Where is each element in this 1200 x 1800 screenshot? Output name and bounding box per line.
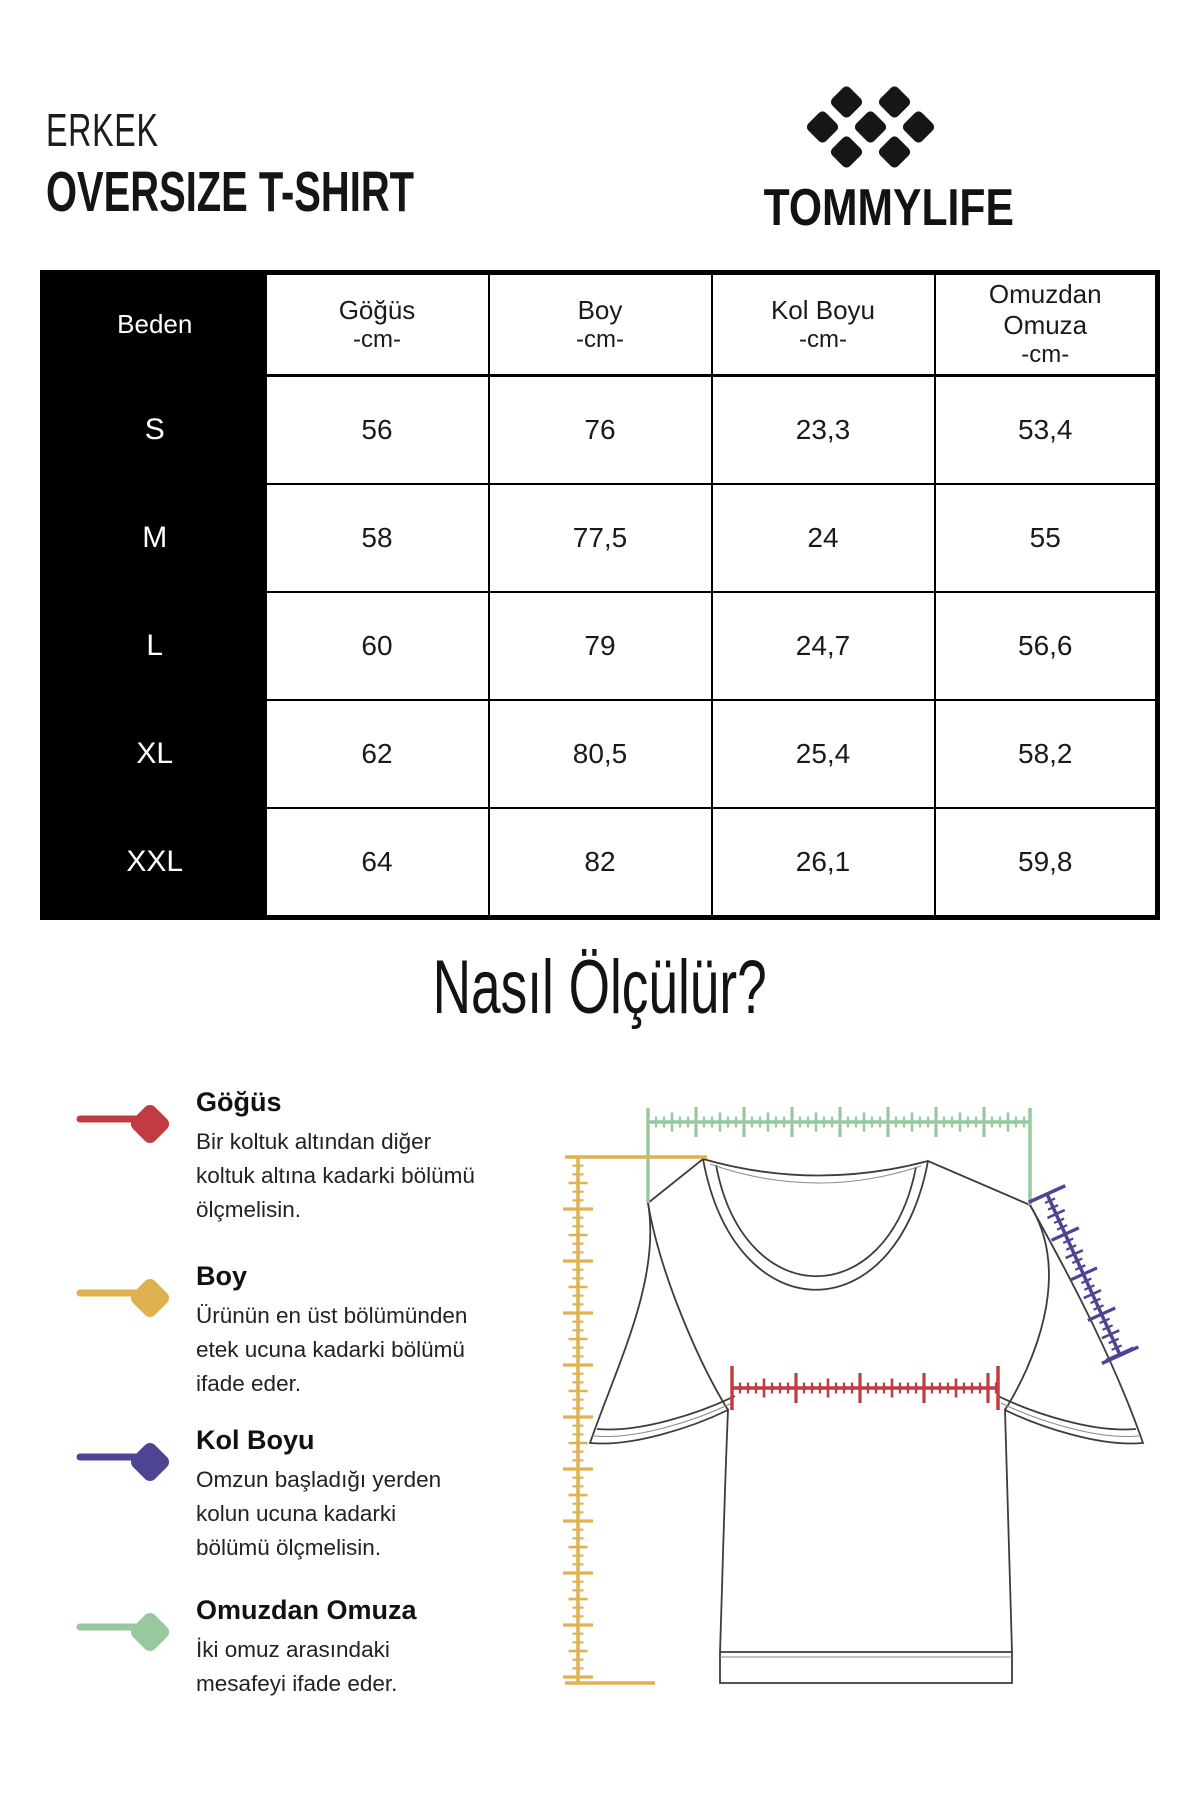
product-title: OVERSIZE T-SHIRT xyxy=(46,160,415,225)
gogus-marker-icon xyxy=(74,1086,180,1158)
brand-name: TOMMYLIFE xyxy=(763,179,1014,237)
cell-value: 79 xyxy=(489,592,712,700)
cell-value: 55 xyxy=(935,484,1158,592)
col-header-kol-boyu: Kol Boyu -cm- xyxy=(712,273,935,376)
table-header-row xyxy=(43,273,1158,376)
cell-value: 62 xyxy=(266,700,489,808)
cell-value: 56 xyxy=(266,376,489,485)
legend-name: Boy xyxy=(196,1261,248,1291)
section-title: Nasıl Ölçülür? xyxy=(432,945,768,1030)
cell-value: 24 xyxy=(712,484,935,592)
size-label: M xyxy=(43,484,266,592)
cell-value: 25,4 xyxy=(712,700,935,808)
cell-value: 80,5 xyxy=(489,700,712,808)
legend-description: Ürünün en üst bölümünden etek ucuna kadarki bölümü ifade eder. xyxy=(196,1303,468,1396)
size-label: XXL xyxy=(43,808,266,918)
cell-value: 77,5 xyxy=(489,484,712,592)
cell-value: 58 xyxy=(266,484,489,592)
col-header-gogus: Göğüs -cm- xyxy=(266,273,489,376)
kol-boyu-marker-icon xyxy=(74,1424,180,1496)
col-header-boy: Boy -cm- xyxy=(489,273,712,376)
omuzdan-omuza-marker-icon xyxy=(74,1594,180,1666)
legend-description: Bir koltuk altından diğer koltuk altına kadarki bölümü ölçmelisin. xyxy=(196,1129,475,1222)
cell-value: 26,1 xyxy=(712,808,935,918)
legend-item-omuzdan-omuza xyxy=(74,1594,448,1701)
cell-value: 58,2 xyxy=(935,700,1158,808)
col-header-omuzdan-omuza: Omuzdan Omuza -cm- xyxy=(935,273,1158,376)
size-label: S xyxy=(43,376,266,485)
legend-name: Kol Boyu xyxy=(196,1425,315,1455)
back-neck-line xyxy=(703,1159,928,1176)
legend-description: Omzun başladığı yerden kolun ucuna kadarki bölümü ölçmelisin. xyxy=(196,1467,442,1560)
legend-name: Göğüs xyxy=(196,1087,282,1117)
cell-value: 53,4 xyxy=(935,376,1158,485)
cell-value: 23,3 xyxy=(712,376,935,485)
boy-marker-icon xyxy=(74,1260,180,1332)
legend-name: Omuzdan Omuza xyxy=(196,1595,417,1625)
category-title: ERKEK xyxy=(46,104,159,156)
back-neck-line-2 xyxy=(710,1164,921,1183)
brand-diamonds-icon xyxy=(805,84,937,170)
table-row-l xyxy=(43,592,1158,700)
cell-value: 76 xyxy=(489,376,712,485)
cell-value: 59,8 xyxy=(935,808,1158,918)
size-label: L xyxy=(43,592,266,700)
legend-item-kol-boyu xyxy=(74,1424,448,1565)
legend-description: İki omuz arasındaki mesafeyi ifade eder. xyxy=(196,1637,398,1697)
legend-item-boy xyxy=(74,1260,496,1401)
corner-header: Beden xyxy=(43,273,266,376)
size-label: XL xyxy=(43,700,266,808)
page-title-block xyxy=(46,106,572,226)
cell-value: 60 xyxy=(266,592,489,700)
table-row-s xyxy=(43,376,1158,485)
legend-item-gogus xyxy=(74,1086,496,1227)
brand-logo xyxy=(740,84,1014,238)
size-table xyxy=(40,270,1160,920)
table-row-xxl xyxy=(43,808,1158,918)
cell-value: 64 xyxy=(266,808,489,918)
table-row-m xyxy=(43,484,1158,592)
table-row-xl xyxy=(43,700,1158,808)
cell-value: 24,7 xyxy=(712,592,935,700)
cell-value: 56,6 xyxy=(935,592,1158,700)
cell-value: 82 xyxy=(489,808,712,918)
tshirt-measure-diagram xyxy=(510,1075,1200,1715)
